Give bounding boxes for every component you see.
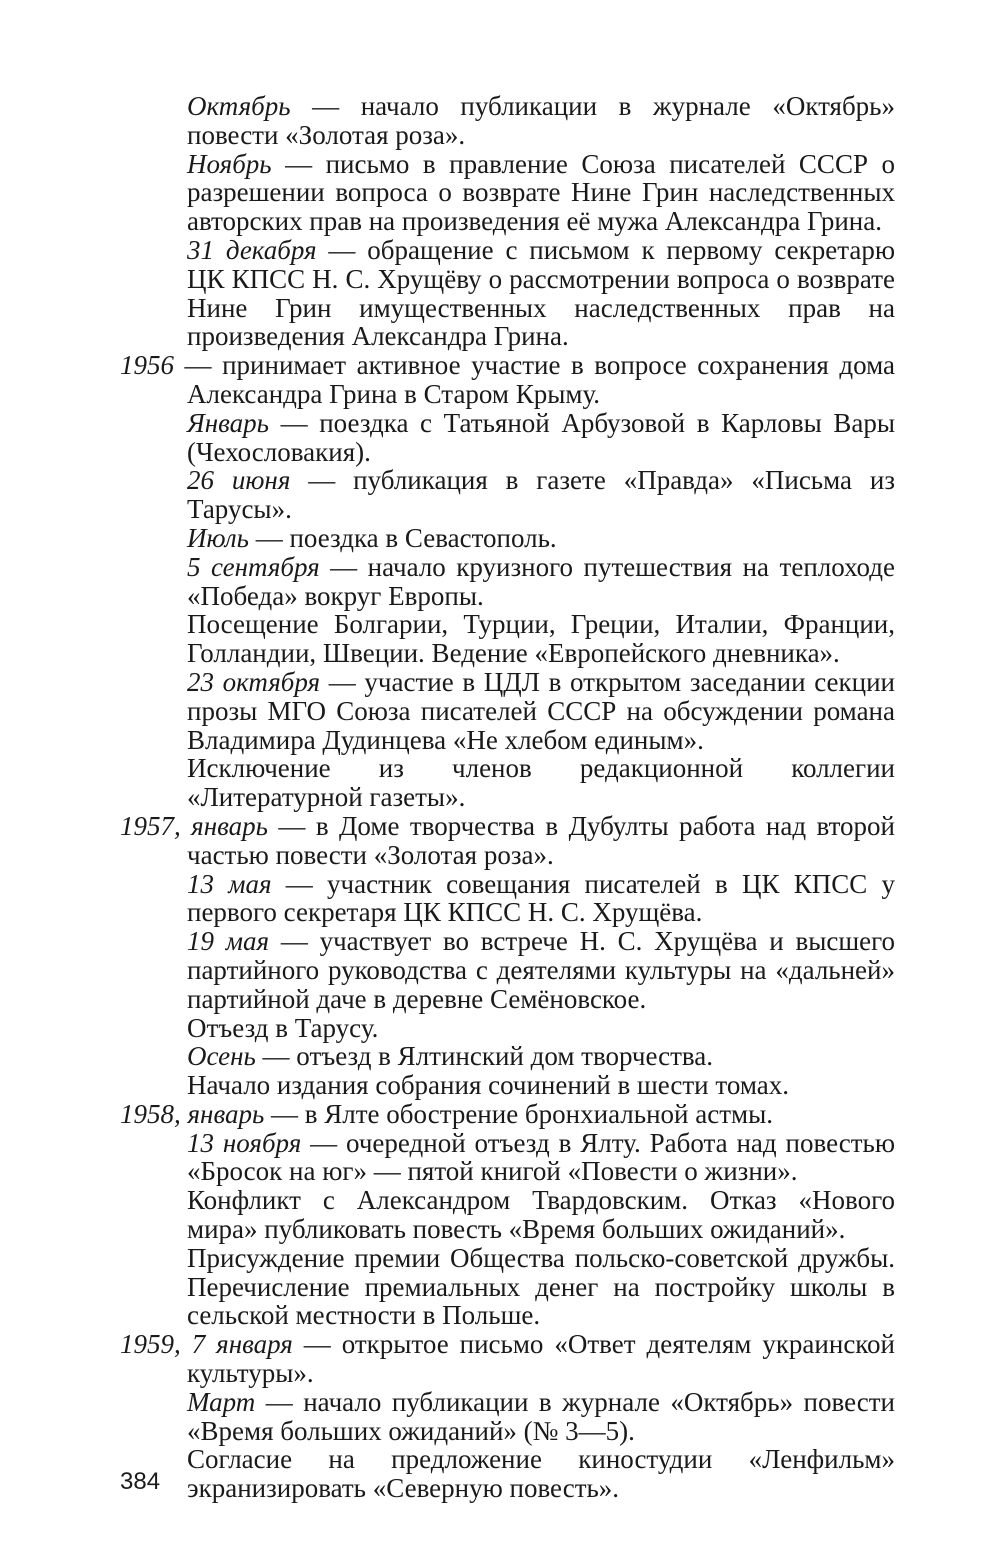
chronology-entry <box>120 1445 895 1503</box>
entry-date: 1959, 7 января <box>120 1329 293 1360</box>
year-entry <box>120 1330 895 1388</box>
year-entry <box>120 351 895 409</box>
entry-text: — начало публикации в журнале «Октябрь» повести «Время больших ожиданий» (№ 3—5). <box>187 1386 895 1446</box>
entry-date: Январь <box>187 407 269 438</box>
chronology-entry <box>120 1186 895 1244</box>
chronology-entry <box>120 927 895 1013</box>
entry-date: Ноябрь <box>187 148 272 179</box>
entry-text: Конфликт с Александром Твардовским. Отказ «Нового мира» публиковать повесть «Время больших ожиданий». <box>187 1185 895 1245</box>
entry-text: — участвует во встрече Н. С. Хрущёва и высшего партийного руководства с деятелями культуры на «дальней» партийной даче в деревне Семёновское. <box>187 926 895 1014</box>
entry-date: Июль <box>187 522 249 553</box>
entry-text: Присуждение премии Общества польско-советской дружбы. Перечисление премиальных денег на постройку школы в сельской местности в Польше. <box>187 1242 895 1331</box>
chronology-entry <box>120 92 895 150</box>
entry-text: — письмо в правление Союза писателей СССР о разрешении вопроса о возврате Нине Грин наследственных авторских прав на произведения её мужа Александра Грина. <box>187 148 895 237</box>
entry-date: Осень <box>187 1041 256 1072</box>
entry-text: — участник совещания писателей в ЦК КПСС у первого секретаря ЦК КПСС Н. С. Хрущёва. <box>187 868 895 928</box>
chronology-entry <box>120 150 895 236</box>
entry-text: — в Доме творчества в Дубулты работа над второй частью повести «Золотая роза». <box>187 810 895 870</box>
entry-text: — публикация в газете «Правда» «Письма из Тарусы». <box>187 465 896 525</box>
entry-text: Начало издания собрания сочинений в шести томах. <box>187 1070 789 1101</box>
entry-date: 5 сентября <box>187 551 320 582</box>
entry-date: 26 июня <box>187 465 291 496</box>
entry-text: — начало публикации в журнале «Октябрь» повести «Золотая роза». <box>187 91 895 150</box>
entry-date: 19 мая <box>187 926 270 957</box>
entry-date: Март <box>187 1386 256 1417</box>
entry-date: 13 ноября <box>187 1127 302 1158</box>
entry-text: — отъезд в Ялтинский дом творчества. <box>255 1041 714 1072</box>
chronology-entry <box>120 870 895 928</box>
entry-text: — поездка в Севастополь. <box>248 522 557 553</box>
entry-text: Согласие на предложение киностудии «Ленфильм» экранизировать «Северную повесть». <box>187 1444 895 1504</box>
entry-text: Отъезд в Тарусу. <box>187 1012 379 1043</box>
entry-date: 1958, январь <box>120 1098 265 1129</box>
chronology-entry <box>120 1014 895 1043</box>
entry-text: — открытое письмо «Ответ деятелям украинской культуры». <box>187 1329 895 1389</box>
entry-date: 13 мая <box>187 868 272 899</box>
year-entry <box>120 812 895 870</box>
entry-text: Исключение из членов редакционной коллегии «Литературной газеты». <box>187 753 895 813</box>
chronology-entry <box>120 1129 895 1187</box>
entry-date: 1956 <box>120 350 174 381</box>
chronology-entry <box>120 610 895 668</box>
chronology-entry <box>120 466 895 524</box>
chronology-entry <box>120 409 895 467</box>
page-number: 384 <box>120 1468 161 1495</box>
chronology-entry <box>120 236 895 351</box>
chronology-entry <box>120 1244 895 1330</box>
entry-text: Посещение Болгарии, Турции, Греции, Италии, Франции, Голландии, Швеции. Ведение «Европейского дневника». <box>187 609 895 669</box>
entry-text: — участие в ЦДЛ в открытом заседании секции прозы МГО Союза писателей СССР на обсуждении романа Владимира Дудинцева «Не хлебом единым». <box>187 666 895 755</box>
chronology-entry <box>120 553 895 611</box>
entry-text: — в Ялте обострение бронхиальной астмы. <box>264 1098 773 1129</box>
entry-date: 23 октября <box>187 666 321 697</box>
chronology-entry <box>120 1388 895 1446</box>
chronology-entry <box>120 668 895 754</box>
entry-text: — очередной отъезд в Ялту. Работа над повестью «Бросок на юг» — пятой книгой «Повести о жизни». <box>187 1127 895 1187</box>
entry-text: — начало круизного путешествия на теплоходе «Победа» вокруг Европы. <box>187 551 895 611</box>
chronology-entry <box>120 524 895 553</box>
entry-date: 31 декабря <box>187 234 317 265</box>
entry-date: Октябрь <box>187 91 291 121</box>
entry-text: — поездка с Татьяной Арбузовой в Карловы Вары (Чехословакия). <box>187 407 895 467</box>
entry-date: 1957, январь <box>120 810 268 841</box>
entry-text: — принимает активное участие в вопросе сохранения дома Александра Грина в Старом Крыму. <box>174 350 895 409</box>
entry-text: — обращение с письмом к первому секретарю ЦК КПСС Н. С. Хрущёву о рассмотрении вопроса о возврате Нине Грин имущественных наследственных прав на произведения Александра Грина. <box>187 234 895 352</box>
year-entry <box>120 1100 895 1129</box>
chronology-text <box>120 92 895 1503</box>
chronology-entry <box>120 754 895 812</box>
chronology-entry <box>120 1071 895 1100</box>
chronology-entry <box>120 1042 895 1071</box>
